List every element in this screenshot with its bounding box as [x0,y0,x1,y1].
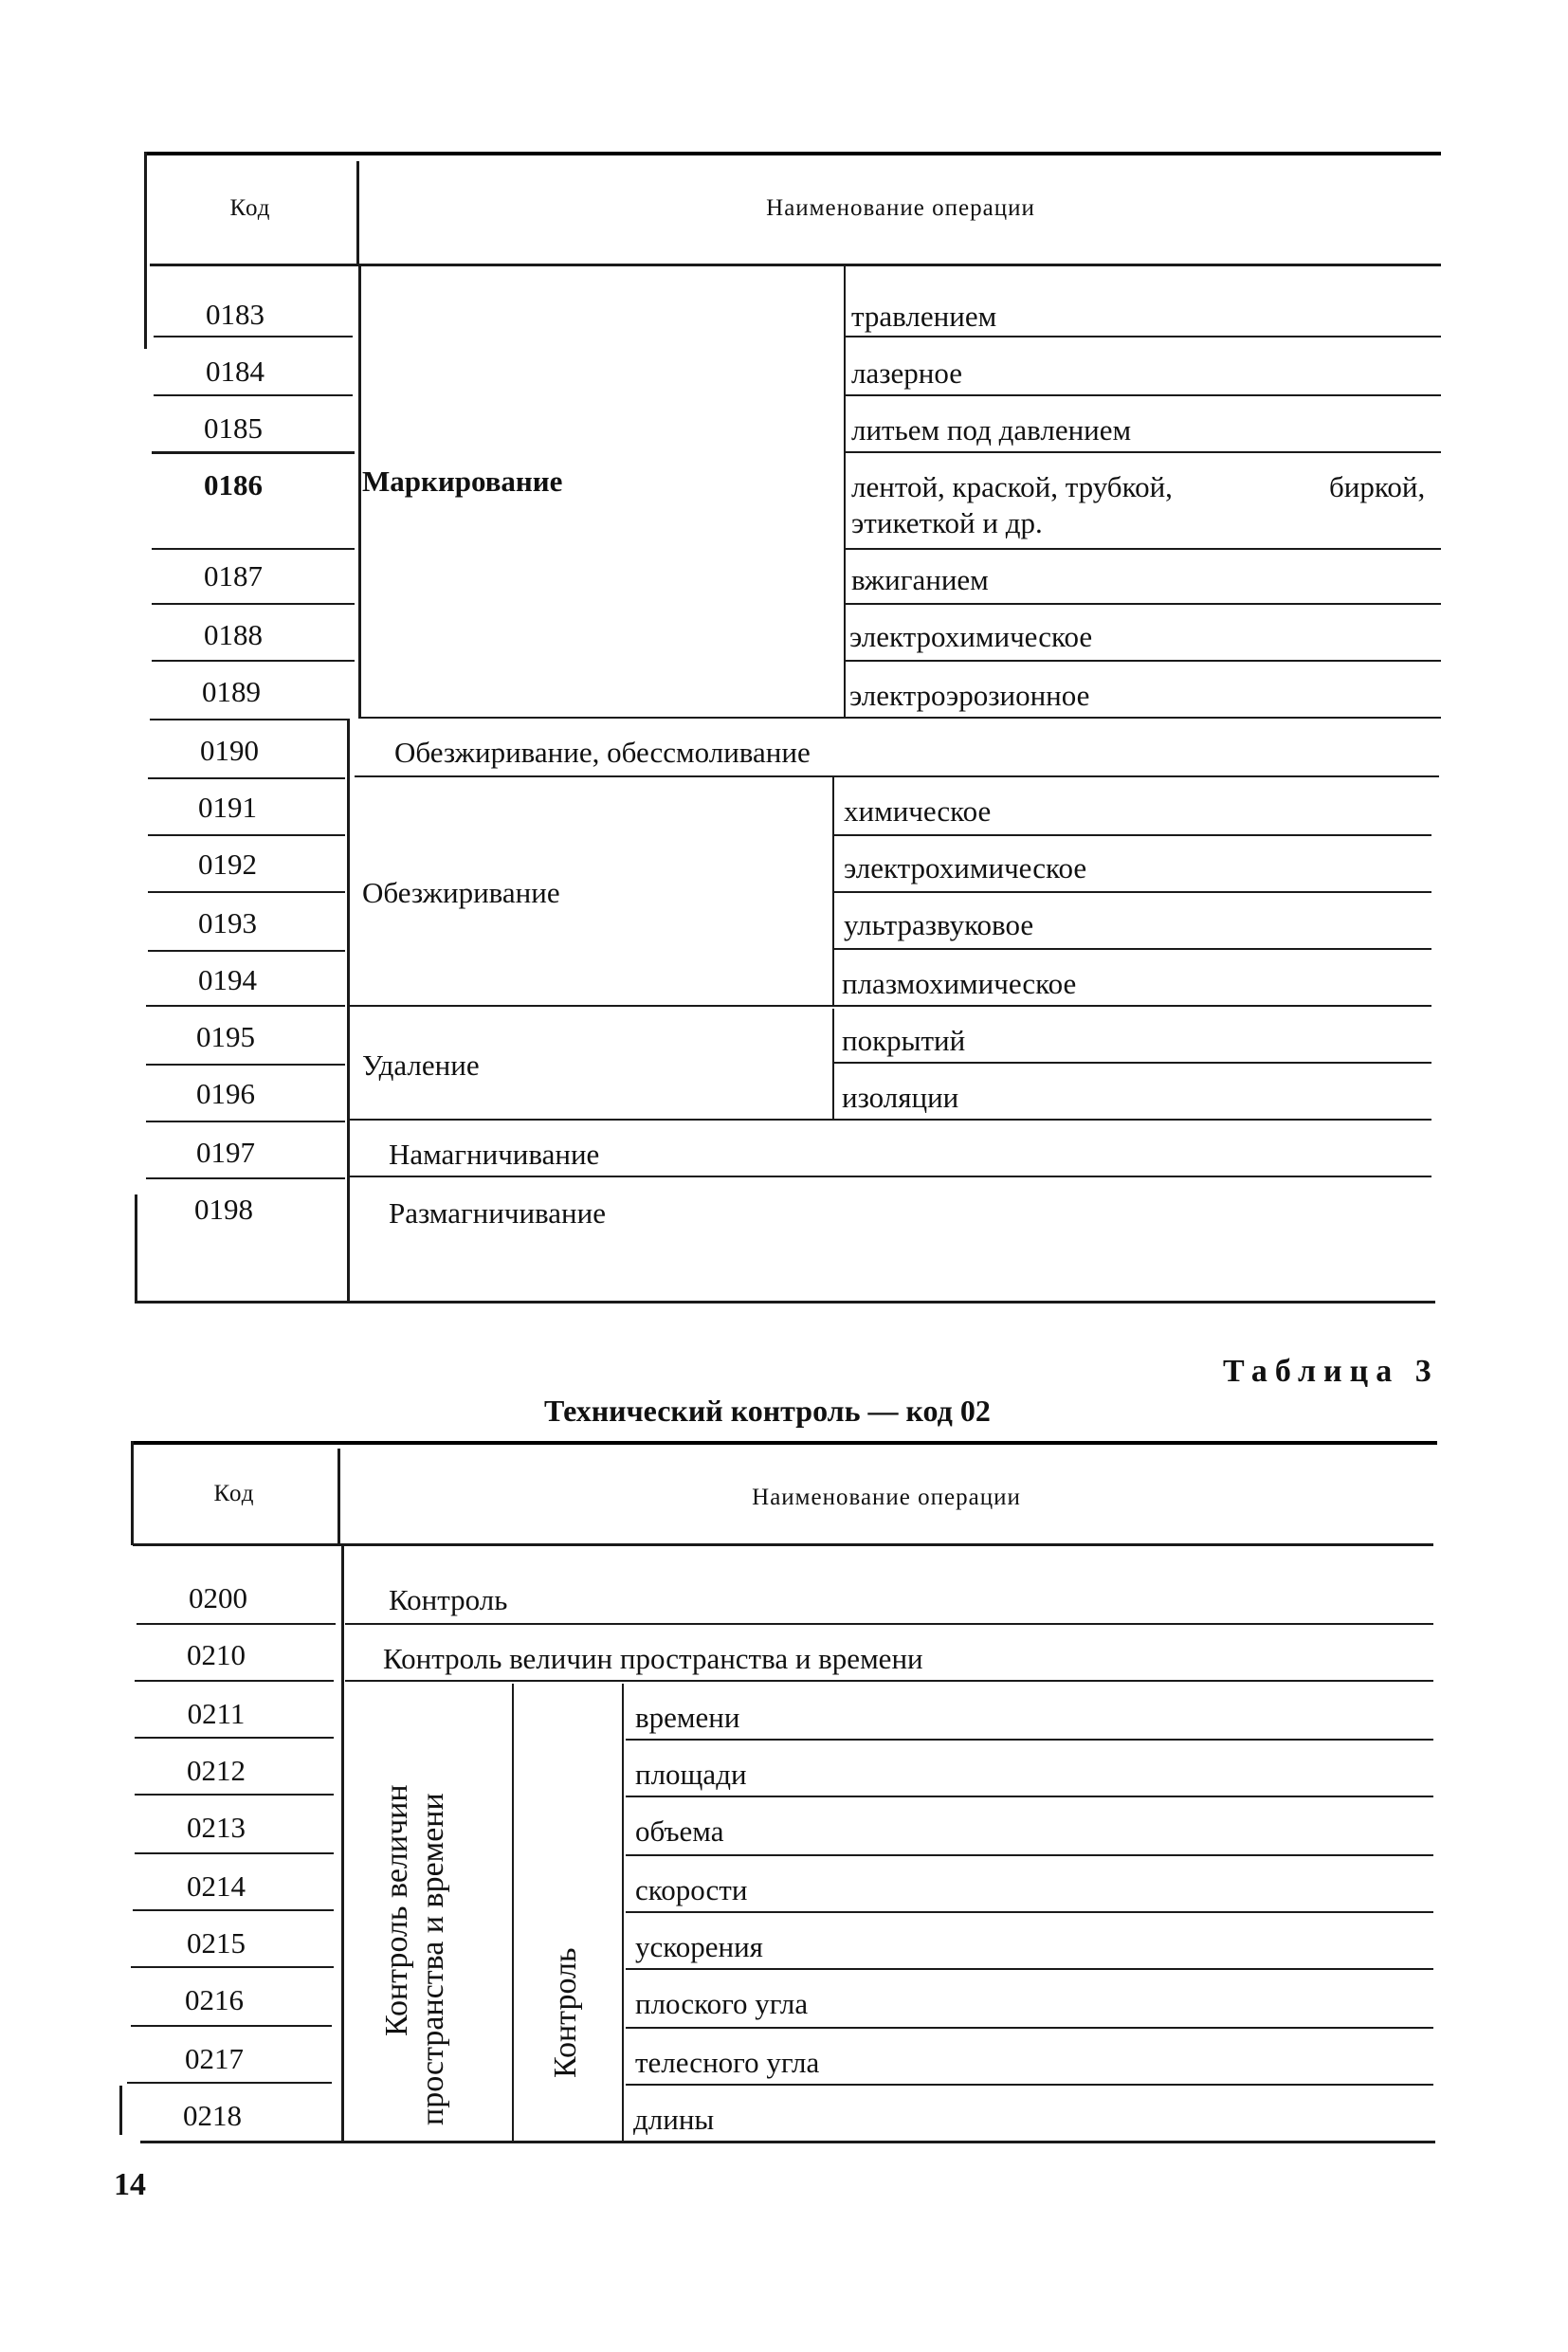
code-0187: 0187 [204,559,263,593]
op-0186-line1b: биркой, [1329,470,1426,503]
page-number: 14 [114,2167,146,2202]
op-0218: длины [633,2103,715,2136]
group-removal: Удаление [362,1048,480,1082]
header-code: Код [229,195,271,221]
op-0212: площади [635,1758,747,1791]
code-0190: 0190 [200,734,259,767]
code-0193: 0193 [198,906,257,939]
code-0212: 0212 [187,1754,246,1787]
header-operation-name: Наименование операции [766,195,1035,221]
vertical-sub-control: Контроль [548,1947,583,2078]
code-0194: 0194 [198,963,257,996]
op-0217: телесного угла [635,2046,820,2079]
op-0183: травлением [851,300,997,333]
code-0186: 0186 [204,468,263,501]
code-0215: 0215 [187,1926,246,1960]
op-0195: покрытий [842,1024,966,1057]
code-0184: 0184 [206,355,264,388]
op-0196: изоляции [842,1081,959,1114]
code-0197: 0197 [196,1136,255,1169]
code-0195: 0195 [196,1020,255,1053]
op-0185: литьем под давлением [851,413,1132,447]
op-0198: Размагничивание [389,1196,606,1230]
code-0217: 0217 [185,2042,244,2075]
code-0191: 0191 [198,791,257,824]
op-0192: электрохимическое [844,851,1087,884]
op-0200: Контроль [389,1583,508,1616]
code-0213: 0213 [187,1811,246,1844]
op-0214: скорости [635,1873,748,1906]
table3-label: Таблица 3 [1223,1354,1439,1389]
table3-header-code: Код [213,1481,255,1506]
op-0187: вжиганием [851,563,989,596]
op-0215: ускорения [635,1930,763,1963]
code-0214: 0214 [187,1869,246,1903]
vertical-group-line1: Контроль величин [379,1784,414,2036]
code-0210: 0210 [187,1638,246,1671]
code-0218: 0218 [183,2099,242,2132]
op-0216: плоского угла [635,1987,809,2020]
code-0183: 0183 [206,298,264,331]
code-0188: 0188 [204,618,263,651]
table3-header-operation-name: Наименование операции [752,1485,1021,1510]
code-0216: 0216 [185,1983,244,2016]
table3-title: Технический контроль — код 02 [544,1394,991,1428]
op-0191: химическое [844,794,992,828]
op-0184: лазерное [851,356,962,390]
op-0186-line1: лентой, краской, трубкой, [851,470,1173,503]
op-0186-line2: этикеткой и др. [851,506,1043,539]
code-0189: 0189 [202,675,261,708]
op-0193: ультразвуковое [844,908,1034,941]
group-marking: Маркирование [362,465,563,498]
op-0190: Обезжиривание, обессмоливание [394,736,811,769]
op-0213: объема [635,1814,724,1848]
code-0200: 0200 [189,1581,247,1614]
group-degreasing: Обезжиривание [362,876,560,909]
code-0196: 0196 [196,1077,255,1110]
vertical-group-line2: пространства и времени [415,1793,450,2125]
op-0189: электроэрозионное [849,679,1090,712]
op-0194: плазмохимическое [842,967,1077,1000]
code-0211: 0211 [187,1697,246,1730]
code-0192: 0192 [198,848,257,881]
op-0211: времени [635,1701,740,1734]
op-0188: электрохимическое [849,620,1093,653]
code-0185: 0185 [204,411,263,445]
op-0197: Намагничивание [389,1138,600,1171]
op-0210: Контроль величин пространства и времени [383,1642,923,1675]
code-0198: 0198 [194,1193,253,1226]
